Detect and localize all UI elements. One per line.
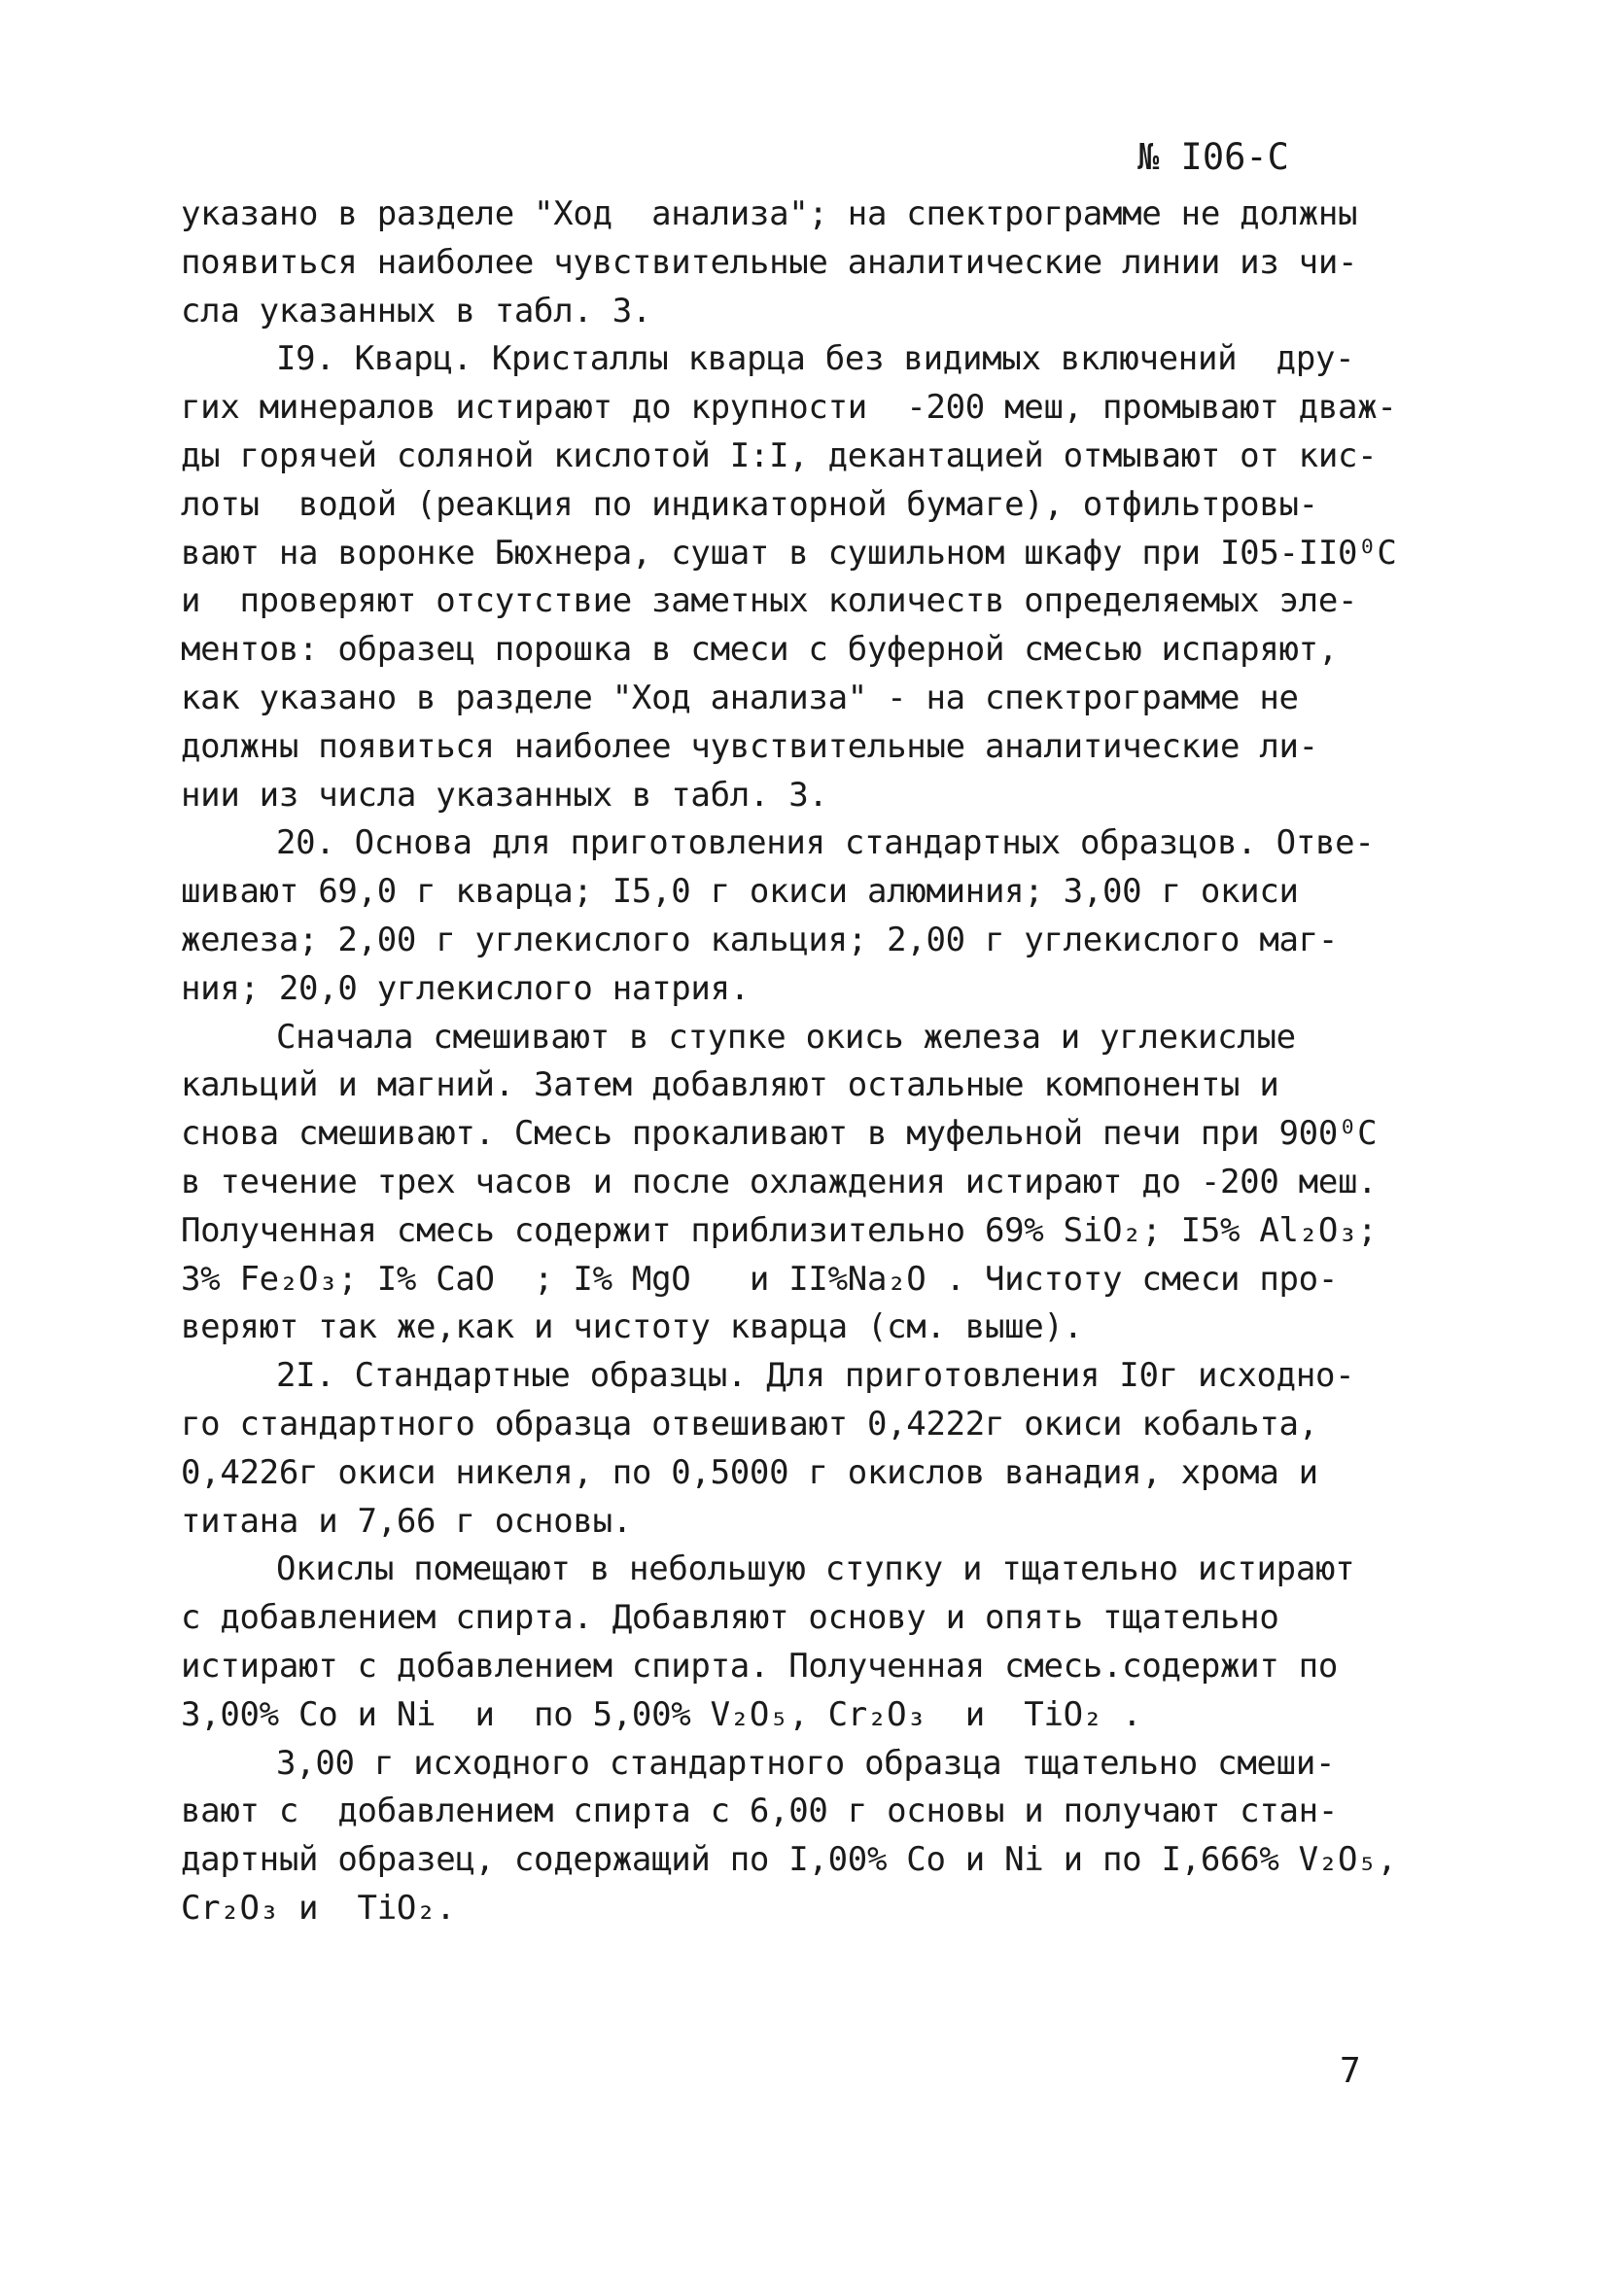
text-line: Cr₂O₃ и TiO₂. — [181, 1888, 456, 1928]
text-line: гих минералов истирают до крупности -200 меш, промывают дваж- — [181, 388, 1397, 428]
paragraph-start: 3,00 г исходного стандартного образца тщательно смеши- — [276, 1743, 1336, 1783]
text-line: вают с добавлением спирта с 6,00 г основы и получают стан- — [181, 1792, 1339, 1831]
paragraph-21-start: 2I. Стандартные образцы. Для приготовления I0г исходно- — [276, 1356, 1355, 1396]
paragraph-19-start: I9. Кварц. Кристаллы кварца без видимых включений дру- — [276, 339, 1355, 379]
text-line: ментов: образец порошка в смеси с буферной смесью испаряют, — [181, 630, 1339, 670]
text-line: Полученная смесь содержит приблизительно 69% SiO₂; I5% Al₂O₃; — [181, 1210, 1378, 1250]
page-number: 7 — [1340, 2051, 1361, 2091]
paragraph-start: Сначала смешивают в ступке окись железа и углекислые — [276, 1017, 1296, 1057]
text-line: го стандартного образца отвешивают 0,4222г окиси кобальта, — [181, 1404, 1318, 1444]
text-line: лоты водой (реакция по индикаторной бумаге), отфильтровы- — [181, 484, 1318, 524]
document-number: № I06-С — [1137, 136, 1289, 178]
text-line: появиться наиболее чувствительные аналитические линии из чи- — [181, 242, 1358, 282]
text-line: железа; 2,00 г углекислого кальция; 2,00 г углекислого маг- — [181, 920, 1339, 959]
text-line: и проверяют отсутствие заметных количеств определяемых эле- — [181, 581, 1358, 621]
paragraph-start: Окислы помещают в небольшую ступку и тщательно истирают — [276, 1549, 1355, 1589]
text-line: ды горячей соляной кислотой I:I, декантацией отмывают от кис- — [181, 435, 1378, 475]
text-line: сла указанных в табл. 3. — [181, 291, 652, 330]
text-line: в течение трех часов и после охлаждения истирают до -200 меш. — [181, 1162, 1378, 1201]
text-line: истирают с добавлением спирта. Полученная смесь.содержит по — [181, 1646, 1339, 1686]
text-line: веряют так же,как и чистоту кварца (см. выше). — [181, 1307, 1083, 1347]
text-line: ния; 20,0 углекислого натрия. — [181, 968, 750, 1008]
text-line: 3,00% Co и Ni и по 5,00% V₂O₅, Cr₂O₃ и TiO₂ . — [181, 1694, 1142, 1734]
text-line: вают на воронке Бюхнера, сушат в сушильном шкафу при I05-II0⁰С — [181, 533, 1397, 573]
text-line: 0,4226г окиси никеля, по 0,5000 г окислов ванадия, хрома и — [181, 1452, 1318, 1492]
text-line: нии из числа указанных в табл. 3. — [181, 775, 828, 815]
text-line: дартный образец, содержащий по I,00% Co и Ni и по I,666% V₂O₅, — [181, 1840, 1397, 1880]
body-text — [181, 191, 1445, 1933]
text-line: кальций и магний. Затем добавляют остальные компоненты и — [181, 1065, 1279, 1105]
text-line: снова смешивают. Смесь прокаливают в муфельной печи при 900⁰С — [181, 1114, 1378, 1154]
text-line: с добавлением спирта. Добавляют основу и опять тщательно — [181, 1598, 1279, 1638]
text-line: должны появиться наиболее чувствительные аналитические ли- — [181, 726, 1318, 766]
text-line: 3% Fe₂O₃; I% CaO ; I% MgO и II%Na₂O . Чистоту смеси про- — [181, 1259, 1339, 1299]
text-line: титана и 7,66 г основы. — [181, 1501, 632, 1541]
text-line: указано в разделе "Ход анализа"; на спектрограмме не должны — [181, 194, 1358, 233]
paragraph-20-start: 20. Основа для приготовления стандартных образцов. Отве- — [276, 823, 1375, 863]
text-line: шивают 69,0 г кварца; I5,0 г окиси алюминия; 3,00 г окиси — [181, 872, 1299, 912]
text-line: как указано в разделе "Ход анализа" - на спектрограмме не — [181, 678, 1299, 717]
